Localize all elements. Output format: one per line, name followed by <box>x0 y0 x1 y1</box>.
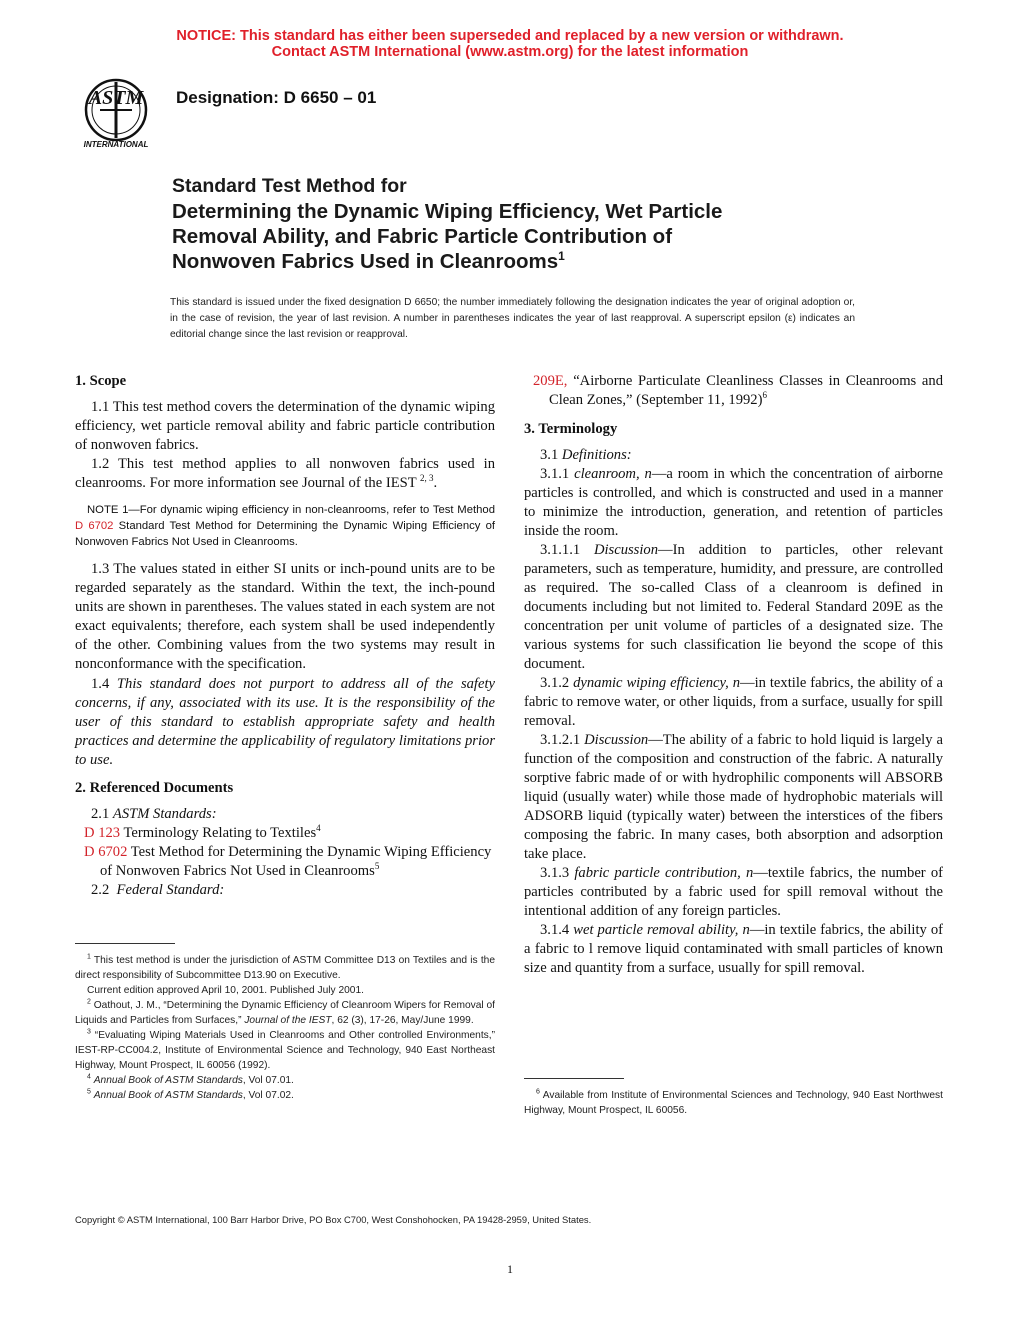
link-209e[interactable]: 209E, <box>533 373 568 389</box>
note-1: NOTE 1—For dynamic wiping efficiency in non-cleanrooms, refer to Test Method D 6702 Standard Test Method for Determining the Dynamic Wiping Efficiency of Nonwoven Fabrics Not Used in Cleanrooms. <box>75 504 495 548</box>
standard-title <box>172 174 932 274</box>
paragraph-1-4: 1.4 This standard does not purport to address all of the safety concerns, if any, associated with its use. It is the responsibility of the user of this standard to establish appropriate safety and health practices and determine the applicability of regulatory limitations prior to use. <box>75 676 495 768</box>
reference-209e: 209E, “Airborne Particulate Cleanliness Classes in Cleanrooms and Clean Zones,” (September 11, 1992)$^6$ <box>533 373 943 408</box>
definition-3-1-4: 3.1.4 wet particle removal ability, n—in textile fabrics, the ability of a fabric to l remove liquid contaminated with small particles of known size and quantity from a surface, usually for spill removal. <box>524 922 943 976</box>
title-line-4: Nonwoven Fabrics Used in Cleanrooms$^1$ <box>172 249 565 273</box>
reference-d123: D 123 Terminology Relating to Textiles$^4$ <box>84 823 321 841</box>
definition-3-1-3: 3.1.3 fabric particle contribution, n—textile fabrics, the number of particles contributed by a fabric used for spill removal without the intentional addition of any foreign particles. <box>524 865 943 919</box>
svg-text:ASTM: ASTM <box>88 87 144 109</box>
paragraph-1-3: 1.3 The values stated in either SI units or inch-pound units are to be regarded separately as the standard. Within the text, the inch-pound units are shown in parentheses. The values stated in each system are not exact equivalents; therefore, each system shall be used independently of the other. Combining values from the two systems may result in nonconformance with the specification. <box>75 561 495 672</box>
link-d6702[interactable]: D 6702 <box>84 844 128 860</box>
paragraph-3-1: 3.1 Definitions: <box>540 447 632 463</box>
copyright-line: Copyright © ASTM International, 100 Barr Harbor Drive, PO Box C700, West Conshohocken, PA 19428-2959, United States. <box>75 1214 592 1225</box>
section-heading-terminology: 3. Terminology <box>524 421 618 437</box>
notice-line-1: NOTICE: This standard has either been superseded and replaced by a new version or withdrawn. <box>176 28 844 44</box>
link-d6702-note[interactable]: D 6702 <box>75 520 114 532</box>
paragraph-2-1: 2.1 ASTM Standards: <box>91 806 217 822</box>
footnote-6: $^6$ Available from Institute of Environmental Sciences and Technology, 940 East Northwest Highway, Mount Prospect, IL 60056. <box>524 1088 943 1116</box>
notice-line-2: Contact ASTM International (www.astm.org) for the latest information <box>271 44 749 60</box>
designation: Designation: D 6650 – 01 <box>176 88 377 107</box>
section-heading-references: 2. Referenced Documents <box>75 780 234 796</box>
reference-d6702: D 6702 Test Method for Determining the Dynamic Wiping Efficiency of Nonwoven Fabrics Not Used in Cleanrooms$^5$ <box>84 844 492 879</box>
left-column <box>75 372 495 900</box>
footnote-rule-left <box>75 943 175 944</box>
page-number: 1 <box>507 1262 513 1276</box>
astm-logo <box>76 74 162 150</box>
footnote-3: $^3$ “Evaluating Wiping Materials Used in Cleanrooms and Other controlled Environments,” IEST-RP-CC004.2, Institute of Environmental Science and Technology, 940 East Northeast Highway, Mount Prospect, IL 60056 (1992). <box>75 1028 495 1071</box>
paragraph-2-2: 2.2 Federal Standard: <box>91 882 225 898</box>
definition-3-1-2: 3.1.2 dynamic wiping efficiency, n—in textile fabrics, the ability of a fabric to remove water, or other liquids, from a surface, usually for spill removal. <box>524 675 943 729</box>
paragraph-1-1: 1.1 This test method covers the determination of the dynamic wiping efficiency, wet particle removal ability and fabric particle contribution of nonwoven fabrics. <box>75 399 495 453</box>
footnote-rule-right <box>524 1078 624 1079</box>
footnote-2: $^2$ Oathout, J. M., “Determining the Dynamic Efficiency of Cleanroom Wipers for Removal of Liquids and Particles from Surfaces,” Journal of the IEST, 62 (3), 17-26, May/June 1999. <box>75 998 495 1026</box>
title-line-2: Determining the Dynamic Wiping Efficiency, Wet Particle <box>172 200 723 223</box>
title-line-1: Standard Test Method for <box>172 175 407 197</box>
footnote-5: $^5$ Annual Book of ASTM Standards, Vol 07.02. <box>87 1088 294 1101</box>
definition-3-1-1: 3.1.1 cleanroom, n—a room in which the concentration of airborne particles is controlled, and which is constructed and used in a manner to minimize the introduction, generation, and retention of particles inside the room. <box>524 466 943 539</box>
footnote-4: $^4$ Annual Book of ASTM Standards, Vol 07.01. <box>87 1073 294 1086</box>
link-d123[interactable]: D 123 <box>84 825 121 841</box>
definition-3-1-2-1: 3.1.2.1 Discussion—The ability of a fabric to hold liquid is largely a function of the composition and construction of the fabric. A naturally sorptive fabric made of or with hydrophilic components will ABSORB liquid (usually water) while those made of hydrophobic materials will ADSORB liquid (typically water) between the interstices of the fibers composing the fabric. In many cases, both absorption and adsorption take place. <box>524 732 943 862</box>
definition-3-1-1-1: 3.1.1.1 Discussion—In addition to particles, other relevant parameters, such as temperature, humidity, and pressure, are controlled as required. The so-called Class of a cleanroom is defined in documents including but not limited to. Federal Standard 209E as the concentration per unit volume of particles of a designated size. The various systems for such classification lie beyond the scope of this document. <box>524 542 944 672</box>
title-line-3: Removal Ability, and Fabric Particle Contribution of <box>172 225 673 248</box>
supersede-notice <box>0 28 1020 60</box>
right-column <box>524 372 943 978</box>
issuance-statement: This standard is issued under the fixed designation D 6650; the number immediately following the designation indicates the year of original adoption or, in the case of revision, the year of last revision. A number in parentheses indicates the year of last reapproval. A superscript epsilon (ε) indicates an editorial change since the last revision or reapproval. <box>170 297 855 340</box>
footnotes-right <box>524 1088 943 1118</box>
paragraph-1-2: 1.2 This test method applies to all nonwoven fabrics used in cleanrooms. For more information see Journal of the IEST $^{2, 3}$. <box>75 456 495 491</box>
footnotes-left <box>75 953 495 1103</box>
svg-text:INTERNATIONAL: INTERNATIONAL <box>83 140 149 149</box>
footnote-1: $^1$ This test method is under the jurisdiction of ASTM Committee D13 on Textiles and is the direct responsibility of Subcommittee D13.90 on Executive. <box>75 953 495 981</box>
footnote-1-edition: Current edition approved April 10, 2001. Published July 2001. <box>87 985 364 996</box>
section-heading-scope: 1. Scope <box>75 373 127 389</box>
